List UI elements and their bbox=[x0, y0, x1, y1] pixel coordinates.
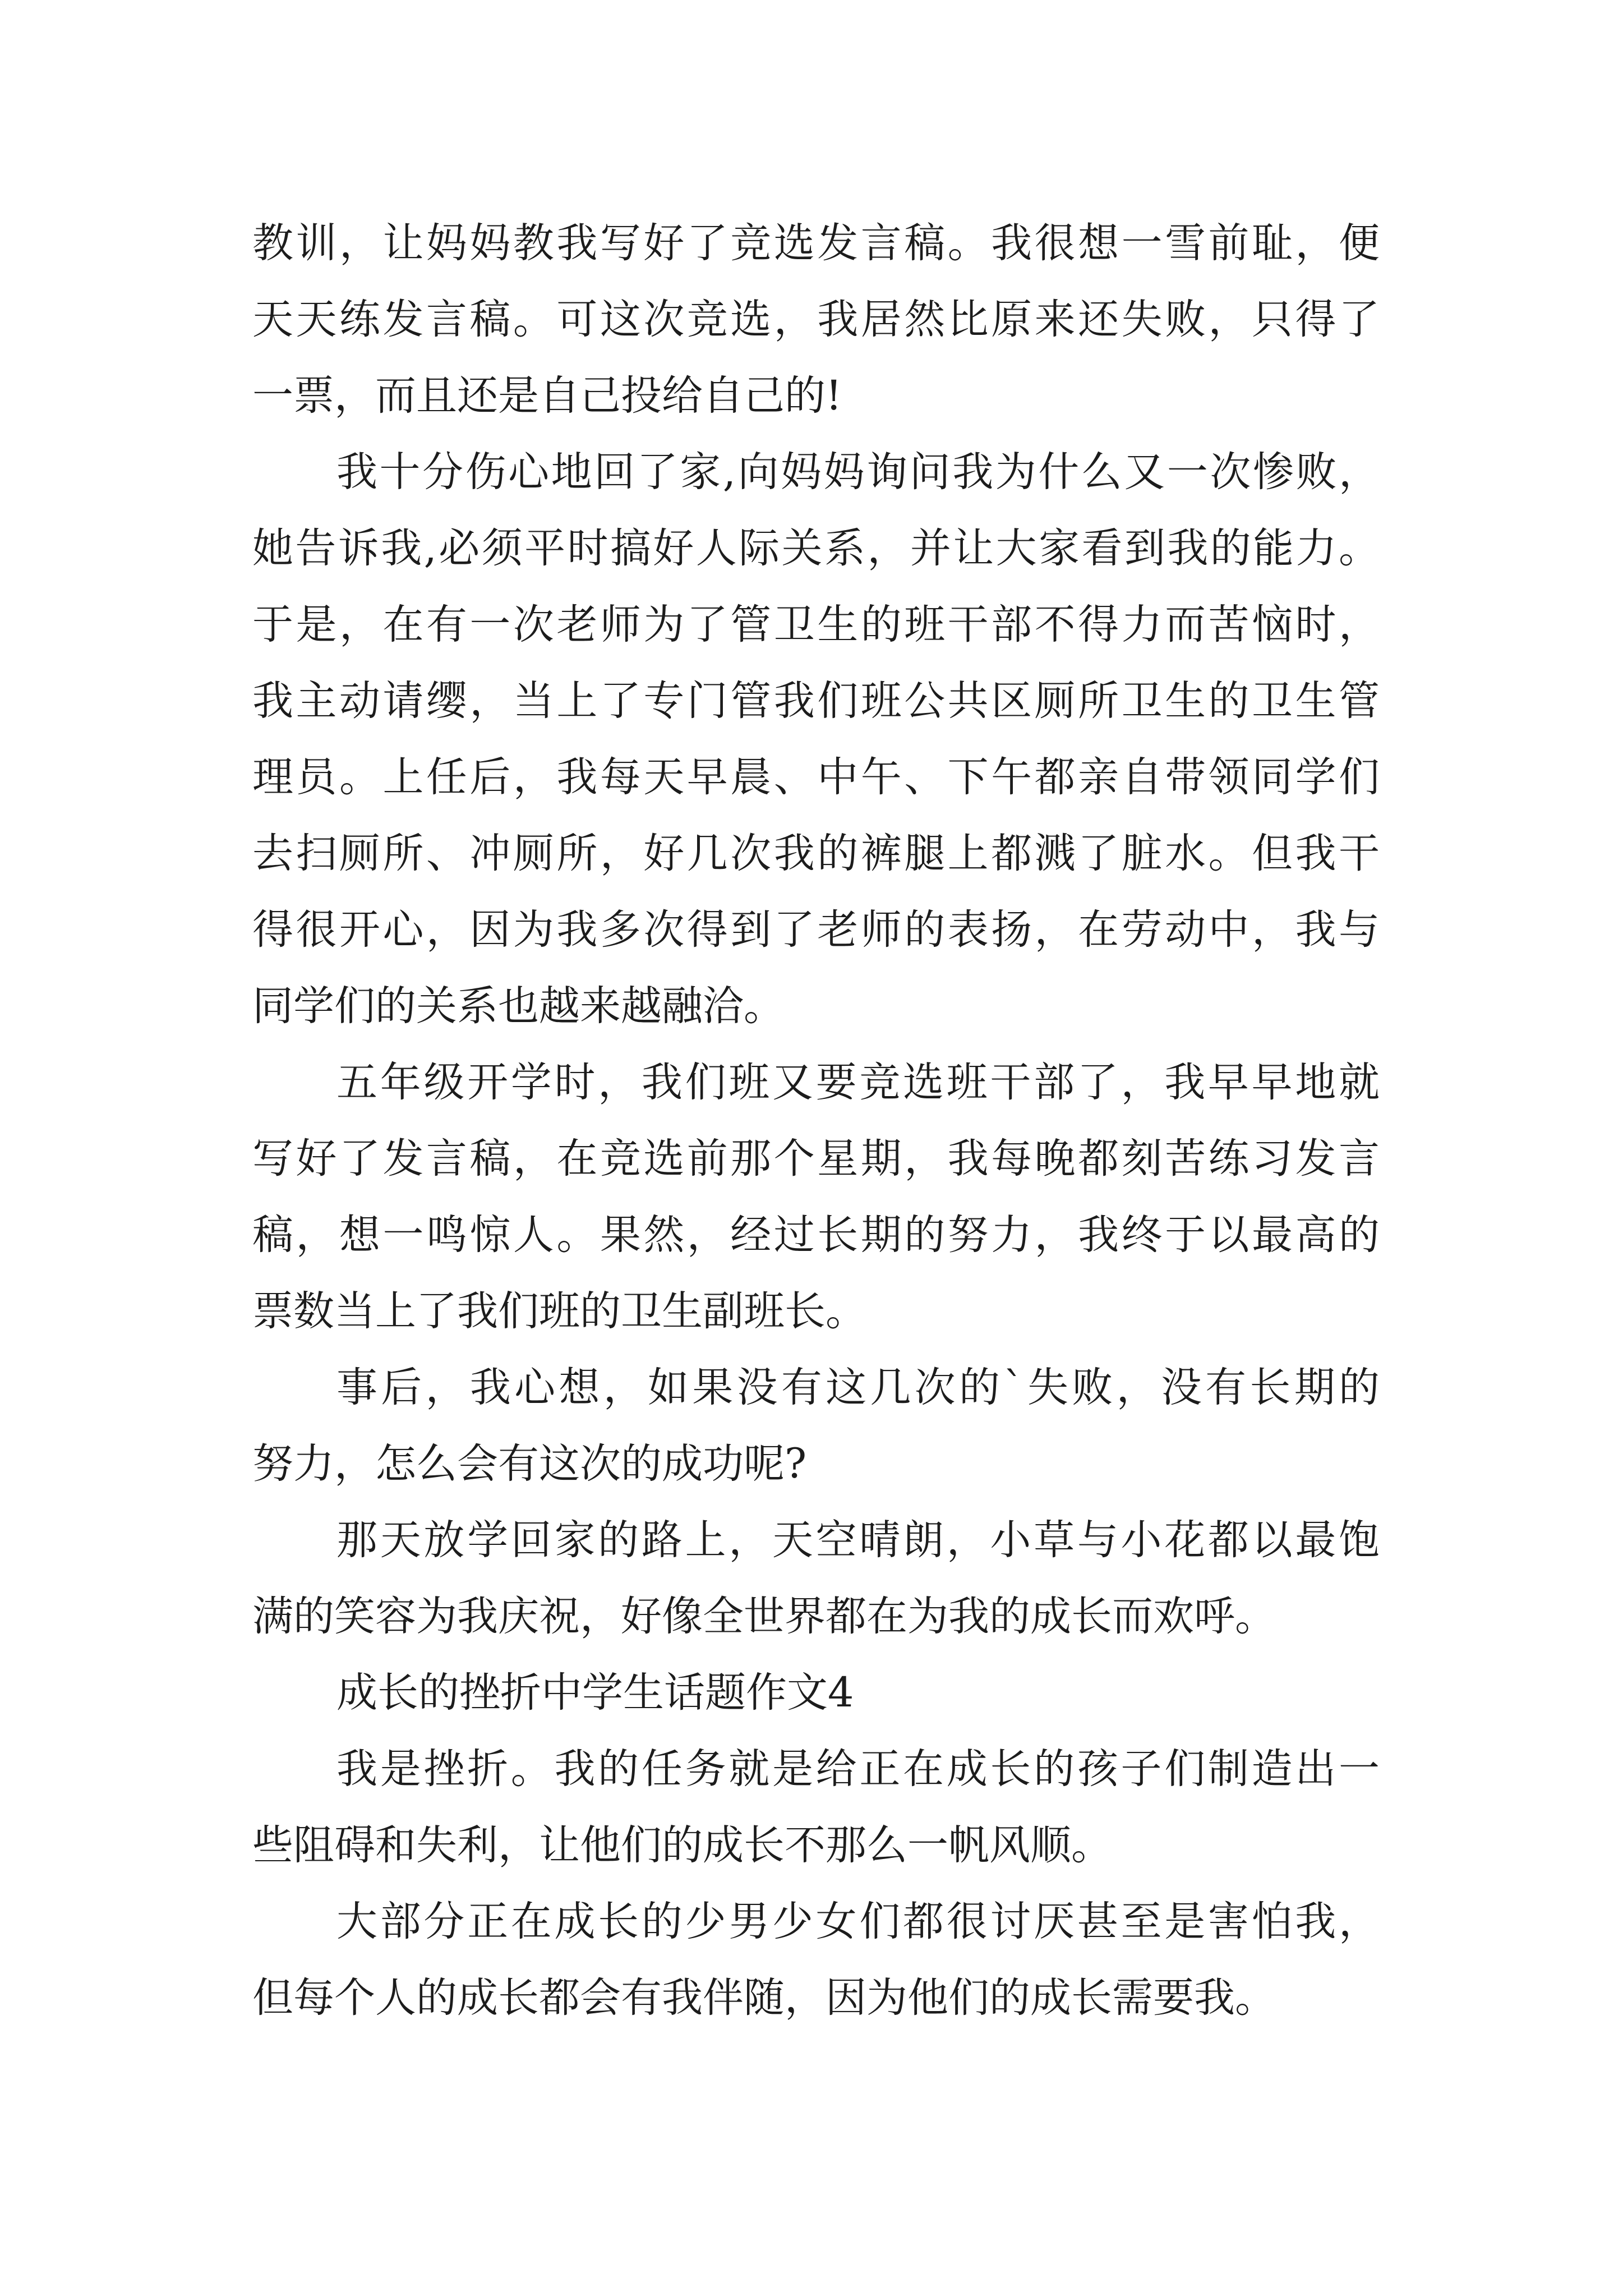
text-line: 我是挫折。我的任务就是给正在成长的孩子们制造出一 bbox=[336, 1745, 1380, 1793]
text-line: 她告诉我,必须平时搞好人际关系，并让大家看到我的能力。 bbox=[252, 524, 1380, 572]
text-line: 教训，让妈妈教我写好了竞选发言稿。我很想一雪前耻，便 bbox=[252, 219, 1380, 267]
text-line: 但每个人的成长都会有我伴随，因为他们的成长需要我。 bbox=[252, 1974, 1276, 2022]
text-line: 同学们的关系也越来越融洽。 bbox=[252, 982, 785, 1030]
section-heading: 成长的挫折中学生话题作文4 bbox=[336, 1669, 854, 1717]
text-line: 大部分正在成长的少男少女们都很讨厌甚至是害怕我， bbox=[336, 1898, 1380, 1945]
text-line: 稿，想一鸣惊人。果然，经过长期的努力，我终于以最高的 bbox=[252, 1211, 1380, 1259]
text-line: 于是，在有一次老师为了管卫生的班干部不得力而苦恼时， bbox=[252, 601, 1380, 648]
text-line: 写好了发言稿，在竞选前那个星期，我每晚都刻苦练习发言 bbox=[252, 1135, 1380, 1182]
text-line: 天天练发言稿。可这次竞选，我居然比原来还失败，只得了 bbox=[252, 296, 1380, 343]
text-line: 事后，我心想，如果没有这几次的`失败，没有长期的 bbox=[336, 1364, 1380, 1411]
text-line: 些阻碍和失利，让他们的成长不那么一帆风顺。 bbox=[252, 1821, 1112, 1869]
text-line: 理员。上任后，我每天早晨、中午、下午都亲自带领同学们 bbox=[252, 753, 1380, 801]
text-line: 满的笑容为我庆祝，好像全世界都在为我的成长而欢呼。 bbox=[252, 1593, 1276, 1640]
text-line: 那天放学回家的路上，天空晴朗，小草与小花都以最饱 bbox=[336, 1516, 1380, 1564]
text-line: 去扫厕所、冲厕所，好几次我的裤腿上都溅了脏水。但我干 bbox=[252, 830, 1380, 877]
text-line: 我十分伤心地回了家,向妈妈询问我为什么又一次惨败， bbox=[336, 448, 1380, 496]
text-line: 努力，怎么会有这次的成功呢? bbox=[252, 1440, 807, 1488]
text-line: 得很开心，因为我多次得到了老师的表扬，在劳动中，我与 bbox=[252, 906, 1380, 954]
text-line: 一票，而且还是自己投给自己的! bbox=[252, 372, 842, 420]
text-line: 票数当上了我们班的卫生副班长。 bbox=[252, 1287, 866, 1335]
text-line: 我主动请缨，当上了专门管我们班公共区厕所卫生的卫生管 bbox=[252, 677, 1380, 725]
text-line: 五年级开学时，我们班又要竞选班干部了，我早早地就 bbox=[336, 1059, 1380, 1106]
